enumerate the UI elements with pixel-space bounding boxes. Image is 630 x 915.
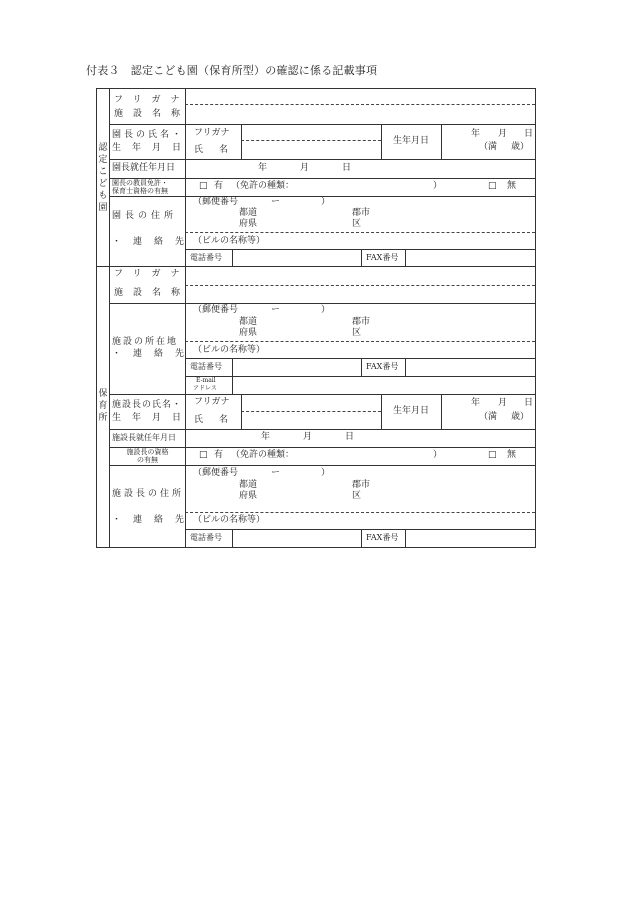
hoikusho-phone2-input[interactable] (233, 530, 361, 547)
hoikusho-email-input[interactable] (233, 377, 535, 394)
kodomoen-phone-label: 電話番号 (190, 253, 222, 262)
page-title: 付表３ 認定こども園（保育所型）の確認に係る記載事項 (86, 64, 378, 77)
kodomoen-none-checkbox[interactable]: □ (488, 181, 497, 191)
kodomoen-have-checkbox[interactable]: □ (199, 181, 208, 191)
kodomoen-facility-name-label: 施設名称 (114, 109, 191, 119)
kodomoen-fax-label: FAX番号 (366, 253, 399, 262)
hoikusho-birthdate-label: 生年月日 (393, 406, 430, 416)
kodomoen-director-name-label-2: 生年月日 (112, 143, 193, 153)
hoikusho-email-label-1: E-mail (196, 377, 216, 384)
hoikusho-phone-label: 電話番号 (190, 362, 222, 371)
kodomoen-side-label: 認定こども園 (98, 143, 108, 213)
kodomoen-facility-name-input[interactable] (186, 105, 535, 124)
kodomoen-phone-input[interactable] (233, 250, 361, 266)
hoikusho-appointed-label: 施設長就任年月日 (112, 433, 176, 442)
kodomoen-appointed-label: 園長就任年月日 (112, 163, 176, 173)
hoikusho-have-checkbox[interactable]: □ (199, 450, 208, 460)
kodomoen-license-label-2: 保育士資格の有無 (112, 187, 168, 195)
kodomoen-birthdate-label: 生年月日 (393, 136, 430, 146)
hoikusho-license-label-2: の有無 (137, 456, 158, 464)
hoikusho-location-label-2: ・連絡先 (112, 349, 197, 359)
kodomoen-name-furigana: フリガナ (194, 128, 230, 138)
kodomoen-furigana-label: フリガナ (114, 95, 190, 105)
kodomoen-name-label: 氏名 (194, 145, 245, 155)
hoikusho-location-label-1: 施設の所在地 (112, 337, 179, 347)
kodomoen-address-label-1: 園長の住所 (112, 211, 178, 221)
hoikusho-side-label: 保育所 (98, 389, 108, 423)
hoikusho-license-label-1: 施設長の資格 (126, 448, 169, 456)
hoikusho-director-name-label-2: 生年月日 (112, 413, 193, 423)
kodomoen-fax-input[interactable] (406, 250, 535, 266)
hoikusho-none-checkbox[interactable]: □ (488, 450, 497, 460)
hoikusho-facility-name-input[interactable] (186, 286, 535, 303)
hoikusho-fax-label: FAX番号 (366, 362, 399, 371)
kodomoen-furigana-input[interactable] (186, 89, 535, 104)
kodomoen-address-label-2: ・連絡先 (112, 237, 197, 247)
hoikusho-email-label-2: アドレス (193, 385, 217, 392)
hoikusho-address-label-1: 施設長の住所 (112, 489, 185, 499)
hoikusho-address-label-2: ・連絡先 (112, 515, 197, 525)
hoikusho-fax2-label: FAX番号 (366, 533, 399, 542)
hoikusho-phone2-label: 電話番号 (190, 533, 222, 542)
kodomoen-director-name-label-1: 園長の氏名・ (112, 130, 185, 140)
kodomoen-license-label-1: 園長の教員免許・ (112, 179, 168, 187)
form-table: 認定こども園 フリガナ 施設名称 園長の氏名・ 生年月日 フリガナ 氏名 生年月日 年 月 日 （満 歳） 園長就任年月日 年 月 日 園長の教員免許・ 保育士資格の有無 □ 有 （免許の種類： ） □ 無 園長の住所 ・連絡先 （郵便番号 ー ） 都道 府県 郡市 区 （ビルの名称等） 電話番号 FAX番号 保育所 フリガナ 施設名称 施設の所在地 ・連絡先 （郵便番号 ー ） 都道 府県 郡市 区 （ビルの名称等） 電話番号 FAX番号 E-mail アドレス 施設長の氏名・ 生年月日 フリガナ 氏名 生年月日 年 月 日 （満 歳） 施設長就任年月日 年 月 日 施設長の資格 の有無 □ 有 （免許の種類： ） □ 無 施設長の住所 ・連絡先 （郵便番号 ー ） 都道 府県 郡市 区 （ビルの名称等） 電話番号 FAX番号 (96, 88, 536, 548)
hoikusho-director-name-label-1: 施設長の氏名・ (112, 400, 183, 410)
hoikusho-fax2-input[interactable] (406, 530, 535, 547)
hoikusho-facility-name-label: 施設名称 (114, 288, 191, 298)
hoikusho-furigana-label: フリガナ (114, 269, 190, 279)
hoikusho-furigana-input[interactable] (186, 267, 535, 285)
